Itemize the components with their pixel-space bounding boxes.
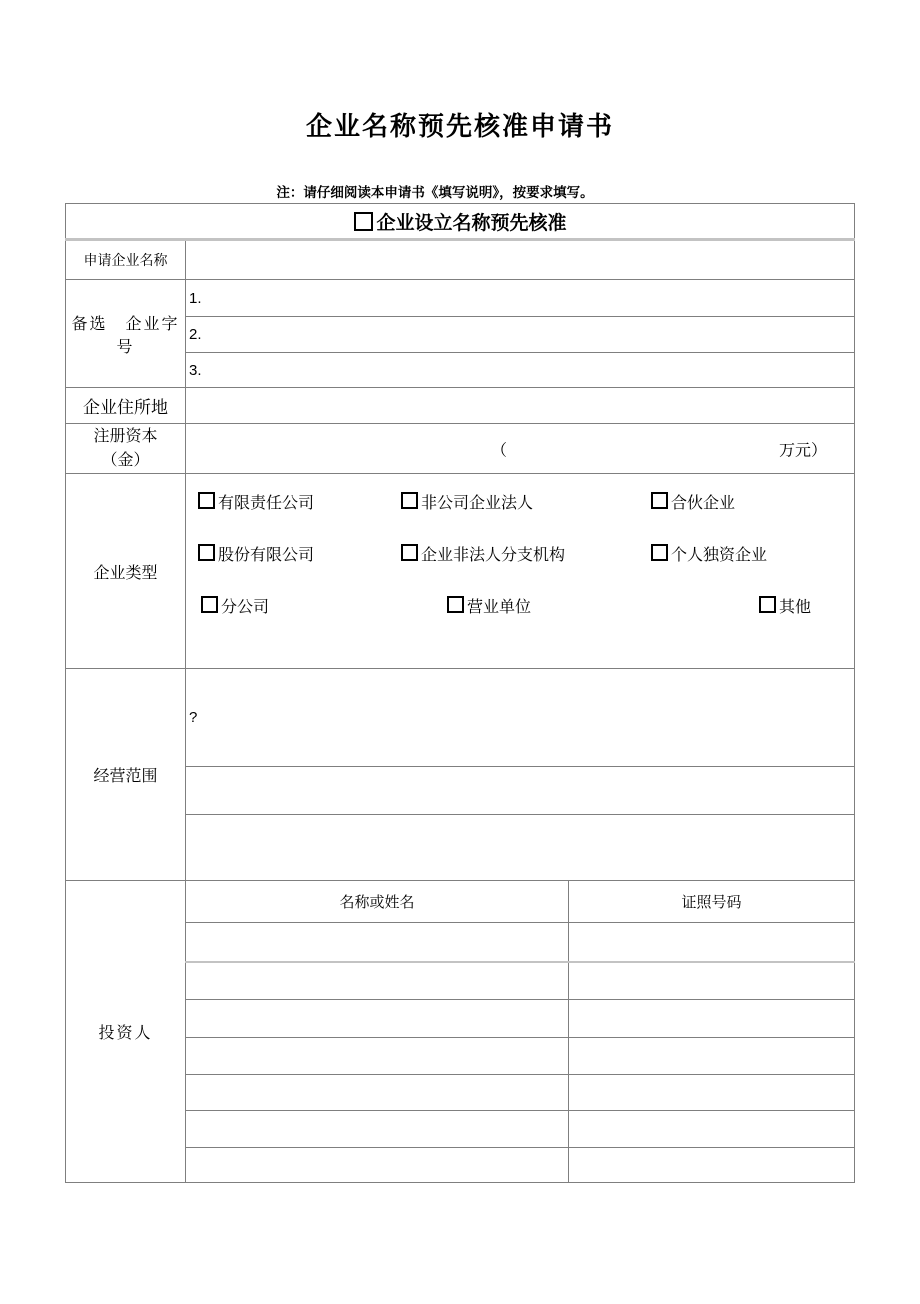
checkbox-icon[interactable] bbox=[401, 492, 418, 509]
enterprise-type-option bbox=[198, 490, 314, 513]
investor-name-cell[interactable] bbox=[186, 1000, 569, 1038]
enterprise-type-label: 有限责任公司 bbox=[218, 495, 315, 512]
investor-cert-cell[interactable] bbox=[569, 923, 855, 963]
investor-name-cell[interactable] bbox=[186, 923, 569, 963]
section-header-cell bbox=[66, 204, 855, 240]
address-label: 企业住所地 bbox=[66, 388, 186, 424]
enterprise-type-option bbox=[401, 490, 533, 513]
investor-label: 投资人 bbox=[66, 881, 186, 1183]
investor-name-cell[interactable] bbox=[186, 1148, 569, 1183]
checkbox-icon[interactable] bbox=[651, 492, 668, 509]
enterprise-type-option bbox=[759, 594, 811, 617]
checkbox-icon[interactable] bbox=[759, 596, 776, 613]
checkbox-icon[interactable] bbox=[401, 544, 418, 561]
enterprise-type-label: 股份有限公司 bbox=[218, 547, 315, 564]
capital-input-cell[interactable] bbox=[186, 424, 855, 474]
capital-label bbox=[66, 424, 186, 474]
enterprise-type-label: 营业单位 bbox=[467, 599, 532, 616]
alt-name-prefix: 2. bbox=[189, 326, 202, 343]
capital-open-paren: （ bbox=[491, 442, 508, 459]
scope-label: 经营范围 bbox=[66, 669, 186, 881]
enterprise-type-label: 个人独资企业 bbox=[671, 547, 768, 564]
enterprise-type-option bbox=[401, 542, 565, 565]
enterprise-type-option bbox=[198, 542, 314, 565]
investor-cert-cell[interactable] bbox=[569, 1111, 855, 1148]
type-label: 企业类型 bbox=[66, 474, 186, 669]
enterprise-type-cell bbox=[186, 474, 855, 669]
enterprise-type-option bbox=[651, 490, 735, 513]
note-text: 注：请仔细阅读本申请书《填写说明》，按要求填写。 bbox=[276, 185, 594, 200]
investor-name-cell[interactable] bbox=[186, 962, 569, 1000]
alt-name-input-cell-2[interactable] bbox=[186, 317, 855, 353]
capital-unit: 万元） bbox=[779, 442, 828, 459]
page-title: 企业名称预先核准申请书 bbox=[305, 111, 614, 141]
enterprise-type-label: 合伙企业 bbox=[671, 495, 736, 512]
applied-name-label: 申请企业名称 bbox=[66, 240, 186, 280]
enterprise-type-option bbox=[201, 594, 269, 617]
investor-name-cell[interactable] bbox=[186, 1075, 569, 1111]
investor-cert-cell[interactable] bbox=[569, 1038, 855, 1075]
alt-names-label: 备选 企业字号 bbox=[66, 280, 186, 388]
scope-input-cell-1[interactable] bbox=[186, 669, 855, 767]
investor-name-cell[interactable] bbox=[186, 1111, 569, 1148]
address-input-cell[interactable] bbox=[186, 388, 855, 424]
enterprise-type-label: 分公司 bbox=[221, 599, 270, 616]
enterprise-type-label: 企业非法人分支机构 bbox=[421, 547, 566, 564]
investor-name-header: 名称或姓名 bbox=[186, 881, 569, 923]
capital-label-line2: （金） bbox=[101, 451, 150, 469]
scope-placeholder: ? bbox=[189, 709, 198, 726]
investor-cert-header: 证照号码 bbox=[569, 881, 855, 923]
investor-cert-cell[interactable] bbox=[569, 962, 855, 1000]
investor-name-cell[interactable] bbox=[186, 1038, 569, 1075]
investor-cert-cell[interactable] bbox=[569, 1075, 855, 1111]
enterprise-type-option bbox=[651, 542, 767, 565]
section-header-label: 企业设立名称预先核准 bbox=[376, 212, 567, 234]
alt-name-input-cell-1[interactable] bbox=[186, 280, 855, 317]
alt-name-input-cell-3[interactable] bbox=[186, 353, 855, 388]
scope-input-cell-2[interactable] bbox=[186, 767, 855, 815]
enterprise-type-option bbox=[447, 594, 531, 617]
checkbox-icon[interactable] bbox=[447, 596, 464, 613]
investor-cert-cell[interactable] bbox=[569, 1000, 855, 1038]
enterprise-type-label: 非公司企业法人 bbox=[421, 495, 534, 512]
capital-label-line1: 注册资本 bbox=[93, 427, 158, 445]
investor-cert-cell[interactable] bbox=[569, 1148, 855, 1183]
checkbox-icon[interactable] bbox=[651, 544, 668, 561]
alt-name-prefix: 3. bbox=[189, 361, 202, 379]
application-form-table bbox=[65, 203, 855, 1183]
checkbox-icon[interactable] bbox=[198, 492, 215, 509]
checkbox-icon[interactable] bbox=[201, 596, 218, 613]
checkbox-icon[interactable] bbox=[198, 544, 215, 561]
enterprise-type-label: 其他 bbox=[779, 599, 812, 616]
scope-input-cell-3[interactable] bbox=[186, 815, 855, 881]
alt-name-prefix: 1. bbox=[189, 289, 202, 307]
applied-name-input-cell[interactable] bbox=[186, 240, 855, 280]
section-checkbox-icon[interactable] bbox=[354, 212, 373, 231]
